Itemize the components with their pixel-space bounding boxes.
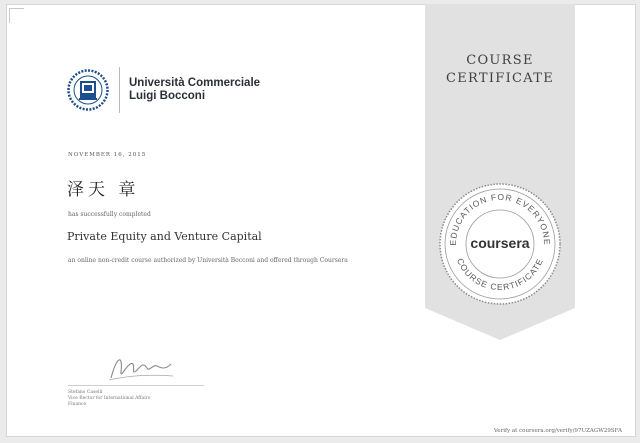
badge-title-line-1: COURSE (466, 53, 534, 68)
signer-org: Finance (68, 402, 87, 407)
stamp-ring-bottom: COURSE CERTIFICATE (454, 256, 546, 293)
issuer-name-line-2: Luigi Bocconi (129, 90, 206, 102)
recipient-name: 泽天 章 (67, 180, 140, 200)
issuer-logo (67, 67, 260, 113)
issue-date: NOVEMBER 16, 2015 (68, 152, 147, 158)
signature-scribble-icon (107, 350, 177, 384)
signer-name: Stefano Caselli (68, 390, 103, 395)
corner-mark (9, 8, 24, 23)
stamp-ring-top: EDUCATION FOR EVERYONE (447, 191, 553, 246)
coursera-logo: coursera (470, 235, 530, 251)
coursera-stamp (436, 180, 564, 308)
university-seal-icon (67, 69, 109, 111)
signer-title: Vice Rector for International Affairs (68, 396, 151, 401)
logo-divider (119, 67, 120, 113)
badge-title (425, 52, 575, 88)
course-title: Private Equity and Venture Capital (67, 230, 262, 243)
issuer-name-line-1: Università Commerciale (129, 77, 261, 89)
course-description: an online non-credit course authorized by Università Bocconi and offered through Coursera (68, 257, 348, 264)
signature-line (68, 385, 204, 386)
issuer-name (129, 77, 260, 103)
verify-link[interactable]: Verify at coursera.org/verify/97UZAGW29SFA (493, 428, 622, 434)
signature (107, 350, 177, 388)
badge-title-line-2: CERTIFICATE (445, 71, 555, 86)
completion-statement: has successfully completed (68, 211, 151, 218)
signer-block (68, 390, 150, 408)
